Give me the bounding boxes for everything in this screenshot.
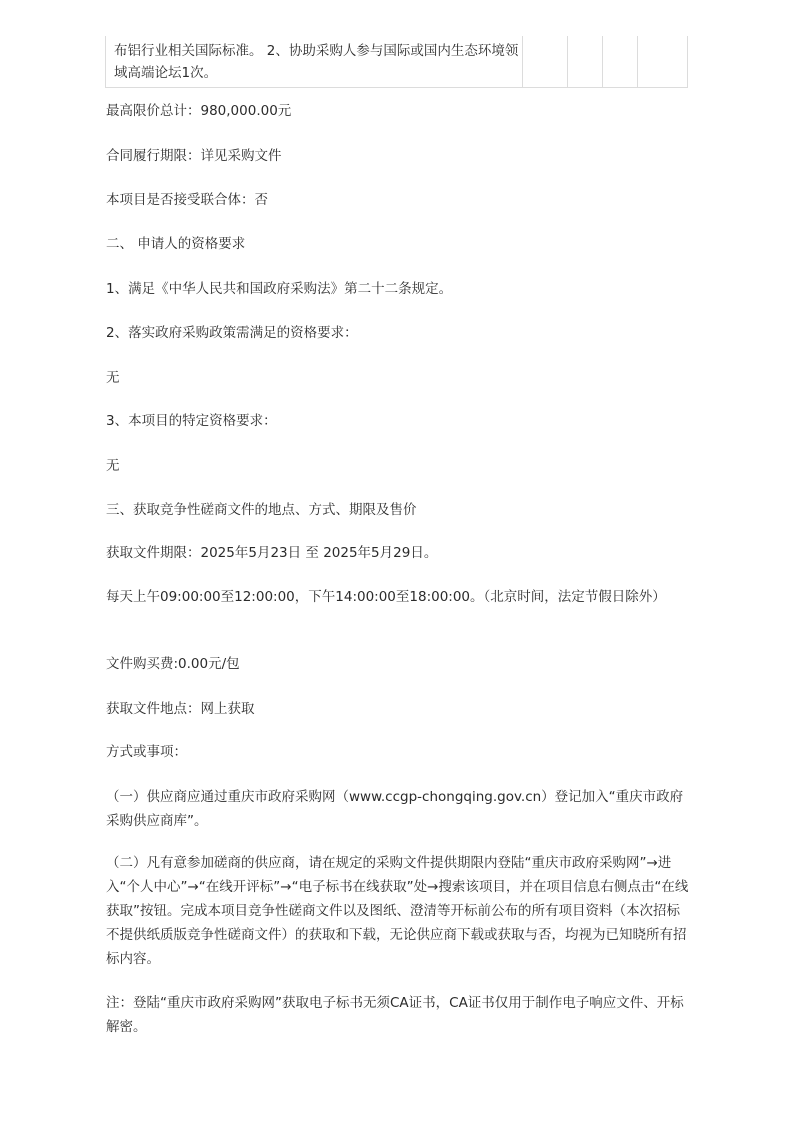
table-fragment — [105, 36, 688, 88]
table-column-divider — [602, 36, 603, 87]
table-column-divider — [637, 36, 638, 87]
budget-line — [106, 101, 291, 121]
section3-method2: （二）凡有意参加磋商的供应商，请在规定的采购文件提供期限内登陆“重庆市政府采购网”→进入“个人中心”→“在线开评标”→“电子标书在线获取”处→搜索该项目，并在项目信息右侧点击“在线获取”按钮。完成本项目竞争性磋商文件以及图纸、澄清等开标前公布的所有项目资料（本次招标不提供纸质版竞争性磋商文件）的获取和下载，无论供应商下载或获取与否，均视为已知晓所有招标内容。 — [106, 855, 689, 967]
section3-period: 获取文件期限：2025年5月23日 至 2025年5月29日。 — [106, 545, 438, 561]
budget-value: 980,000.00元 — [200, 103, 292, 119]
section3-heading: 三、获取竞争性磋商文件的地点、方式、期限及售价 — [106, 502, 417, 518]
consortium-value: 否 — [254, 192, 268, 208]
contract-period-label: 合同履行期限： — [106, 148, 201, 164]
contract-period-value: 详见采购文件 — [200, 148, 282, 164]
table-column-divider — [567, 36, 568, 87]
section3-location: 获取文件地点：网上获取 — [106, 701, 255, 717]
section3-hours: 每天上午09:00:00至12:00:00，下午14:00:00至18:00:00。（北京时间，法定节假日除外） — [106, 589, 666, 605]
consortium-label: 本项目是否接受联合体： — [106, 192, 255, 208]
table-cell-text: 布铝行业相关国际标准。 2、协助采购人参与国际或国内生态环境领域高端论坛1次。 — [114, 43, 519, 81]
contract-period-line — [106, 146, 282, 166]
budget-label: 最高限价总计： — [106, 103, 201, 119]
section2-item3-value: 无 — [106, 458, 120, 474]
section2-item2-value: 无 — [106, 370, 120, 386]
table-column-divider — [522, 36, 523, 87]
consortium-line — [106, 190, 268, 210]
section2-item3: 3、本项目的特定资格要求： — [106, 413, 277, 429]
section3-method-label: 方式或事项： — [106, 744, 187, 760]
section3-fee: 文件购买费:0.00元/包 — [106, 656, 240, 672]
section2-item2: 2、落实政府采购政策需满足的资格要求： — [106, 325, 358, 341]
section2-heading: 二、 申请人的资格要求 — [106, 236, 246, 252]
section3-note: 注：登陆“重庆市政府采购网”获取电子标书无须CA证书，CA证书仅用于制作电子响应文件、开标解密。 — [106, 995, 684, 1035]
section2-item1: 1、满足《中华人民共和国政府采购法》第二十二条规定。 — [106, 281, 453, 297]
section3-method1: （一）供应商应通过重庆市政府采购网（www.ccgp-chongqing.gov.cn）登记加入“重庆市政府采购供应商库”。 — [106, 789, 684, 829]
